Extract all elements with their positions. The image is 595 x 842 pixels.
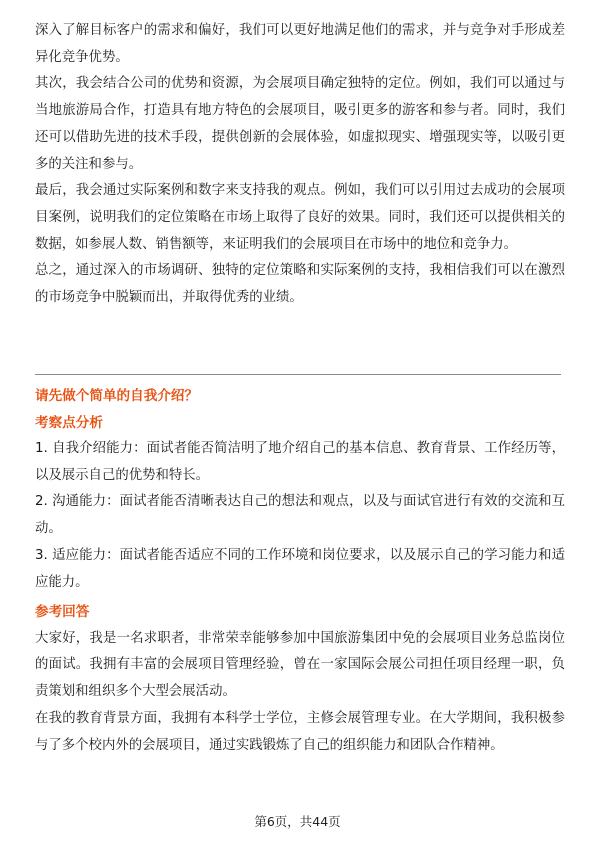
paragraph: 最后，我会通过实际案例和数字来支持我的观点。例如，我们可以引用过去成功的会展项目案例，说明我们的定位策略在市场上取得了良好的效果。同时，我们还可以提供相关的数据，如参展人数、销售额等，来证明我们的会展项目在市场中的地位和竞争力。 [35, 183, 565, 252]
paragraph: 深入了解目标客户的需求和偏好，我们可以更好地满足他们的需求，并与竞争对手形成差异化竞争优势。 [35, 23, 565, 65]
paragraph: 其次，我会结合公司的优势和资源，为会展项目确定独特的定位。例如，我们可以通过与当地旅游局合作，打造具有地方特色的会展项目，吸引更多的游客和参与者。同时，我们还可以借助先进的技术手段，提供创新的会展体验，如虚拟现实、增强现实等，以吸引更多的关注和参与。 [35, 76, 565, 172]
answer-paragraph: 大家好，我是一名求职者，非常荣幸能够参加中国旅游集团中免的会展项目业务总监岗位的面试。我拥有丰富的会展项目管理经验，曾在一家国际会展公司担任项目经理一职，负责策划和组织多个大型会展活动。 [35, 630, 565, 700]
question-section [35, 383, 565, 759]
section-divider [35, 374, 561, 375]
answer-heading: 参考回答 [35, 604, 90, 621]
analysis-item: 1. 自我介绍能力：面试者能否简洁明了地介绍自己的基本信息、教育背景、工作经历等，以及展示自己的优势和特长。 [35, 441, 565, 483]
question-title: 请先做个简单的自我介绍？ [35, 388, 199, 404]
page-number: 第6页，共44页 [254, 814, 341, 829]
top-section [35, 18, 565, 312]
analysis-item: 2. 沟通能力：面试者能否清晰表达自己的想法和观点，以及与面试官进行有效的交流和互动。 [35, 494, 565, 537]
paragraph: 总之，通过深入的市场调研、独特的定位策略和实际案例的支持，我相信我们可以在激烈的市场竞争中脱颖而出，并取得优秀的业绩。 [35, 263, 565, 306]
answer-paragraph: 在我的教育背景方面，我拥有本科学士学位，主修会展管理专业。在大学期间，我积极参与了多个校内外的会展项目，通过实践锻炼了自己的组织能力和团队合作精神。 [35, 710, 565, 753]
analysis-heading: 考察点分析 [35, 414, 103, 431]
analysis-item: 3. 适应能力：面试者能否适应不同的工作环境和岗位要求，以及展示自己的学习能力和适应能力。 [35, 547, 565, 590]
